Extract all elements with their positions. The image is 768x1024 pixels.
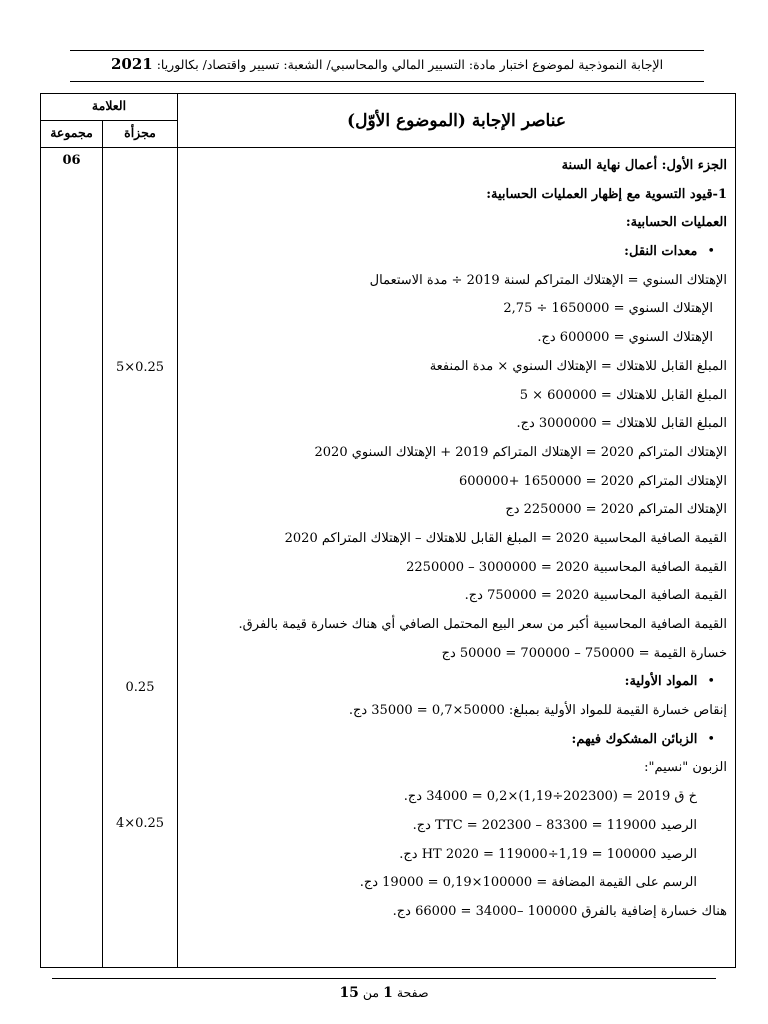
mark-header: العلامة [41, 94, 178, 121]
transport-line: المبلغ القابل للاهتلاك = الإهتلاك السنوي × مدة المنفعة [429, 358, 727, 374]
transport-line: الإهتلاك السنوي = 1650000 ÷ 2,75 [503, 301, 713, 317]
part-title: الجزء الأول: أعمال نهاية السنة [561, 158, 727, 173]
client-line: الرسم على القيمة المضافة = 100000×0,19 = 19000 دج. [359, 875, 697, 891]
client-name: الزبون "نسيم": [644, 760, 727, 776]
transport-line: القيمة الصافية المحاسبية 2020 = المبلغ القابل للاهتلاك – الإهتلاك المتراكم 2020 [284, 530, 727, 546]
transport-line: القيمة الصافية المحاسبية 2020 = 3000000 – 2250000 [406, 559, 727, 575]
transport-line: المبلغ القابل للاهتلاك = 600000 × 5 [519, 387, 727, 403]
transport-line: الإهتلاك السنوي = 600000 دج. [537, 330, 713, 346]
total-header: مجموعة [41, 121, 103, 148]
client-line: الرصيد TTC = 202300 – 83300 = 119000 دج. [412, 817, 697, 833]
transport-line: القيمة الصافية المحاسبية أكبر من سعر البيع المحتمل الصافي أي هناك خسارة قيمة بالفرق. [238, 617, 727, 632]
footer-divider [52, 978, 716, 979]
footer-middle: من [362, 985, 380, 1000]
transport-title: • معدات النقل: [186, 238, 727, 267]
partial-cell [103, 148, 178, 968]
transport-line: الإهتلاك المتراكم 2020 = 1650000 +600000 [458, 473, 727, 489]
transport-line: الإهتلاك السنوي = الإهتلاك المتراكم لسنة 2019 ÷ مدة الاستعمال [369, 272, 727, 288]
final-line: هناك خسارة إضافية بالفرق 100000 –34000 = 66000 دج. [392, 903, 727, 919]
footer-total: 15 [339, 985, 359, 1001]
total-value: 06 [62, 153, 81, 168]
client-line: الرصيد HT 2020 = 119000÷1,19 = 100000 دج. [399, 846, 697, 862]
answer-table [40, 93, 736, 968]
exam-header [70, 50, 704, 82]
question-title: 1-قيود التسوية مع إظهار العمليات الحسابية: [486, 186, 727, 202]
raw-materials-title: • المواد الأولية: [186, 668, 727, 697]
transport-line: الإهتلاك المتراكم 2020 = الإهتلاك المتراكم 2019 + الإهتلاك السنوي 2020 [314, 444, 727, 460]
page-footer [0, 985, 768, 1001]
doubtful-clients-title: • الزبائن المشكوك فيهم: [186, 726, 727, 755]
transport-line: خسارة القيمة = 750000 – 700000 = 50000 دج [441, 645, 727, 661]
header-year: 2021 [110, 55, 153, 73]
raw-materials-line: إنقاص خسارة القيمة للمواد الأولية بمبلغ: 50000×0,7 = 35000 دج. [348, 703, 727, 719]
total-cell [41, 148, 103, 968]
partial-mark-transport: 5×0.25 [115, 360, 165, 375]
transport-line: المبلغ القابل للاهتلاك = 3000000 دج. [516, 416, 727, 432]
partial-mark-clients: 4×0.25 [115, 816, 165, 831]
table-title: عناصر الإجابة (الموضوع الأوّل) [178, 94, 736, 148]
transport-line: الإهتلاك المتراكم 2020 = 2250000 دج [505, 502, 727, 518]
footer-page: 1 [383, 985, 393, 1001]
transport-line: القيمة الصافية المحاسبية 2020 = 750000 دج. [464, 588, 727, 604]
partial-mark-raw: 0.25 [125, 680, 155, 695]
header-text: الإجابة النموذجية لموضوع اختبار مادة: التسيير المالي والمحاسبي/ الشعبة: تسيير واقتصاد/ بكالوريا: [156, 57, 664, 72]
calc-title: العمليات الحسابية: [625, 215, 727, 231]
client-line: خ ق 2019 = (202300÷1,19)×0,2 = 34000 دج. [403, 789, 697, 805]
partial-header: مجزأة [103, 121, 178, 148]
footer-prefix: صفحة [396, 985, 429, 1000]
answer-content [178, 148, 736, 968]
